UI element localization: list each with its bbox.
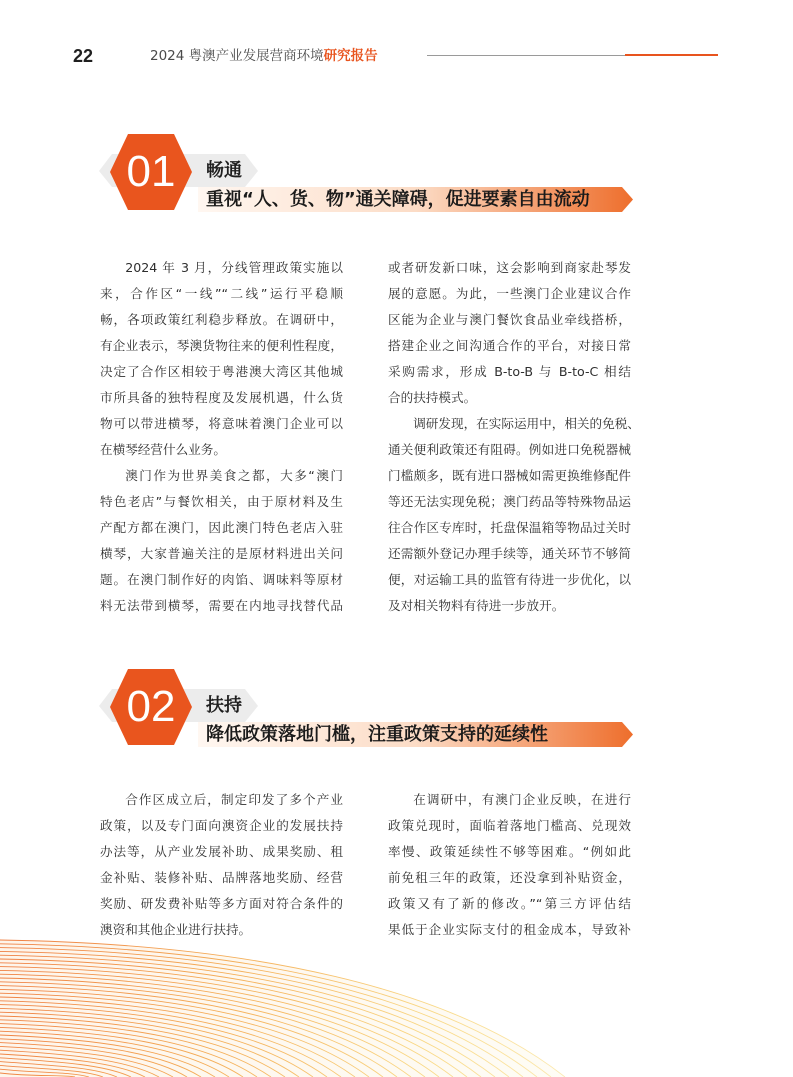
paragraph-line: 在调研中，有澳门企业反映，在进行 [413,792,631,807]
paragraph-line: 题。在澳门制作好的肉馅、调味料等原材 [100,572,343,587]
paragraph-line: 展的意愿。为此，一些澳门企业建议合作 [388,286,631,301]
paragraph-line: 或者研发新口味，这会影响到商家赴琴发 [388,260,631,275]
paragraph-line: 办法等，从产业发展补助、成果奖励、租 [100,844,343,859]
section-01-right-column [388,255,640,619]
paragraph-line: 来，合作区“一线”“二线”运行平稳顺 [100,286,343,301]
paragraph-line: 政策兑现时，面临着落地门槛高、兑现效 [388,818,631,833]
section-01-header [95,130,640,220]
paragraph-line: 特色老店”与餐饮相关，由于原材料及生 [100,494,343,509]
paragraph-line: 金补贴、装修补贴、品牌落地奖励、经营 [100,870,343,885]
paragraph-line: 等还无法实现免税；澳门药品等特殊物品运 [388,494,631,509]
header-rule [427,55,625,56]
decorative-wave-lines [0,930,600,1077]
paragraph-line: 合的扶持模式。 [388,390,477,405]
paragraph-line: 搭建企业之间沟通合作的平台，对接日常 [388,338,631,353]
paragraph-line: 门槛颇多，既有进口器械如需更换维修配件 [388,468,631,483]
paragraph-line: 还需额外登记办理手续等，通关环节不够简 [388,546,631,561]
paragraph-line: 奖励、研发费补贴等多方面对符合条件的 [100,896,343,911]
paragraph-line: 畅，各项政策红利稳步释放。在调研中， [100,312,343,327]
paragraph-line: 澳门作为世界美食之都，大多“澳门 [125,468,343,483]
running-header-highlight: 研究报告 [323,48,378,64]
paragraph-line: 合作区成立后，制定印发了多个产业 [125,792,343,807]
paragraph-line: 调研发现，在实际运用中，相关的免税、 [413,416,640,431]
paragraph-line: 有企业表示，琴澳货物往来的便利性程度， [100,338,343,353]
paragraph-line: 产配方都在澳门，因此澳门特色老店入驻 [100,520,343,535]
page-number: 22 [73,46,94,66]
paragraph-line: 政策又有了新的修改。”“第三方评估结 [388,896,631,911]
section-02-header [95,665,640,755]
paragraph-line: 区能为企业与澳门餐饮食品业牵线搭桥， [388,312,631,327]
section-subtitle: 降低政策落地门槛，注重政策支持的延续性 [206,724,548,745]
section-02-left-column [100,787,343,943]
paragraph-line: 市所具备的独特程度及发展机遇，什么货 [100,390,343,405]
paragraph-line: 料无法带到横琴，需要在内地寻找替代品 [100,598,343,613]
paragraph-line: 率慢、政策延续性不够等困难。“例如此 [388,844,631,859]
section-number: 02 [126,682,176,731]
section-02-right-column [388,787,631,943]
section-title: 扶持 [206,695,242,716]
paragraph-line: 在横琴经营什么业务。 [100,442,226,457]
paragraph-line: 2024 年 3 月，分线管理政策实施以 [125,260,343,275]
section-title: 畅通 [206,160,242,181]
paragraph-line: 横琴，大家普遍关注的是原材料进出关问 [100,546,343,561]
running-header-main: 2024 粤澳产业发展营商环境 [150,48,324,64]
paragraph-line: 通关便利政策还有阻碍。例如进口免税器械 [388,442,631,457]
paragraph-line: 政策，以及专门面向澳资企业的发展扶持 [100,818,343,833]
paragraph-line: 决定了合作区相较于粤港澳大湾区其他城 [100,364,343,379]
section-number: 01 [126,147,176,196]
section-subtitle: 重视“人、货、物”通关障碍，促进要素自由流动 [206,189,590,210]
paragraph-line: 物可以带进横琴，将意味着澳门企业可以 [100,416,343,431]
paragraph-line: 果低于企业实际支付的租金成本，导致补 [388,922,631,937]
paragraph-line: 及对相关物料有待进一步放开。 [388,598,565,613]
section-01-left-column [100,255,343,619]
paragraph-line: 采购需求，形成 B-to-B 与 B-to-C 相结 [388,364,631,379]
header-rule-accent [625,54,718,56]
paragraph-line: 便，对运输工具的监管有待进一步优化，以 [388,572,631,587]
paragraph-line: 往合作区专库时，托盘保温箱等物品过关时 [388,520,631,535]
paragraph-line: 前免租三年的政策，还没拿到补贴资金， [388,870,631,885]
running-header-title [150,46,378,66]
paragraph-line: 澳资和其他企业进行扶持。 [100,922,252,937]
